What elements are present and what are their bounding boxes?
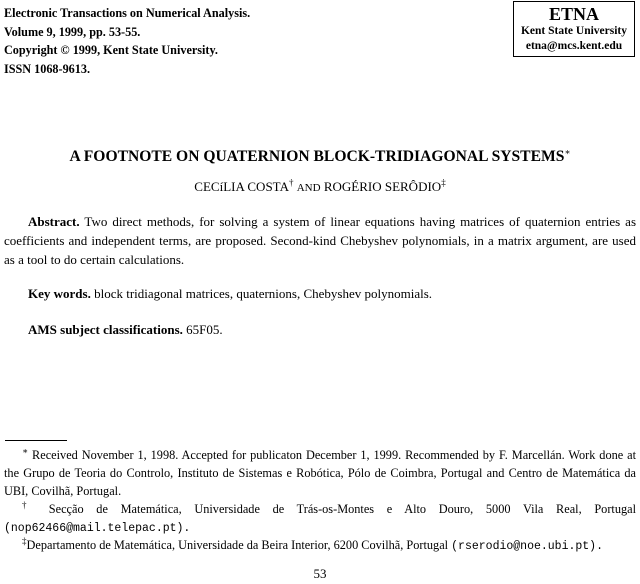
footnote-3: [4, 536, 636, 556]
author-2: ROGÉRIO SERÔDIO: [323, 179, 442, 194]
keywords: [28, 286, 432, 302]
authors: [0, 179, 640, 195]
footnote-1: [4, 446, 636, 500]
abstract: [4, 212, 636, 269]
ams-text: 65F05.: [186, 322, 223, 337]
journal-name: Electronic Transactions on Numerical Analysis.: [4, 6, 251, 20]
footnote-3-text: Departamento de Matemática, Universidade da Beira Interior, 6200 Covilhã, Portugal: [26, 538, 449, 552]
author-2-mark: ‡: [441, 177, 446, 188]
footnote-2-text: Secção de Matemática, Universidade de Trás-os-Montes e Alto Douro, 5000 Vila Real, Portugal: [48, 502, 637, 516]
footnote-3-email: (rserodio@noe.ubi.pt).: [451, 540, 603, 553]
paper-title: [0, 148, 640, 166]
journal-issn: ISSN 1068-9613.: [4, 61, 91, 76]
author-and: AND: [296, 182, 321, 194]
ams-classifications: [28, 322, 223, 338]
footnote-rule: [5, 440, 67, 441]
author-1-mark: †: [288, 177, 294, 188]
etna-email: etna@mcs.kent.edu: [525, 40, 623, 52]
author-1: CECíLIA COSTA: [194, 179, 289, 194]
etna-title: ETNA: [548, 4, 599, 24]
etna-box: [513, 1, 635, 57]
journal-copyright: Copyright © 1999, Kent State University.: [4, 43, 218, 57]
ams-label: AMS subject classifications.: [28, 322, 183, 337]
page-number: 53: [313, 566, 327, 581]
footnote-1-text: Received November 1, 1998. Accepted for publicaton December 1, 1999. Recommended by F. Marcellán. Work done at the Grupo de Teoria do Controlo, Instituto de Sistemas e Robótica, Pólo de Coimbra, Portugal and Centro de Matemática da UBI, Covilhã, Portugal.: [4, 448, 636, 498]
abstract-text: Two direct methods, for solving a system of linear equations having matrices of quaternion entries as coefficients and independent terms, are proposed. Second-kind Chebyshev polynomials, in a matrix argument, are used as a tool to do certain calculations.: [4, 214, 637, 267]
etna-university: Kent State University: [520, 25, 628, 37]
paper-title-text: A FOOTNOTE ON QUATERNION BLOCK-TRIDIAGONAL SYSTEMS: [69, 148, 565, 165]
abstract-label: Abstract.: [28, 214, 80, 229]
keywords-label: Key words.: [28, 286, 91, 301]
journal-header: [4, 4, 250, 78]
keywords-text: block tridiagonal matrices, quaternions, Chebyshev polynomials.: [94, 286, 433, 301]
journal-volume: Volume 9, 1999, pp. 53-55.: [4, 24, 141, 39]
footnote-3-mark: ‡: [22, 535, 27, 546]
footnote-1-mark: ∗: [22, 445, 29, 456]
footnote-2-email: (nop62466@mail.telepac.pt).: [4, 522, 191, 535]
title-footnote-mark: ∗: [564, 146, 571, 157]
footnote-2: [4, 500, 636, 538]
footnote-2-mark: †: [22, 499, 37, 510]
